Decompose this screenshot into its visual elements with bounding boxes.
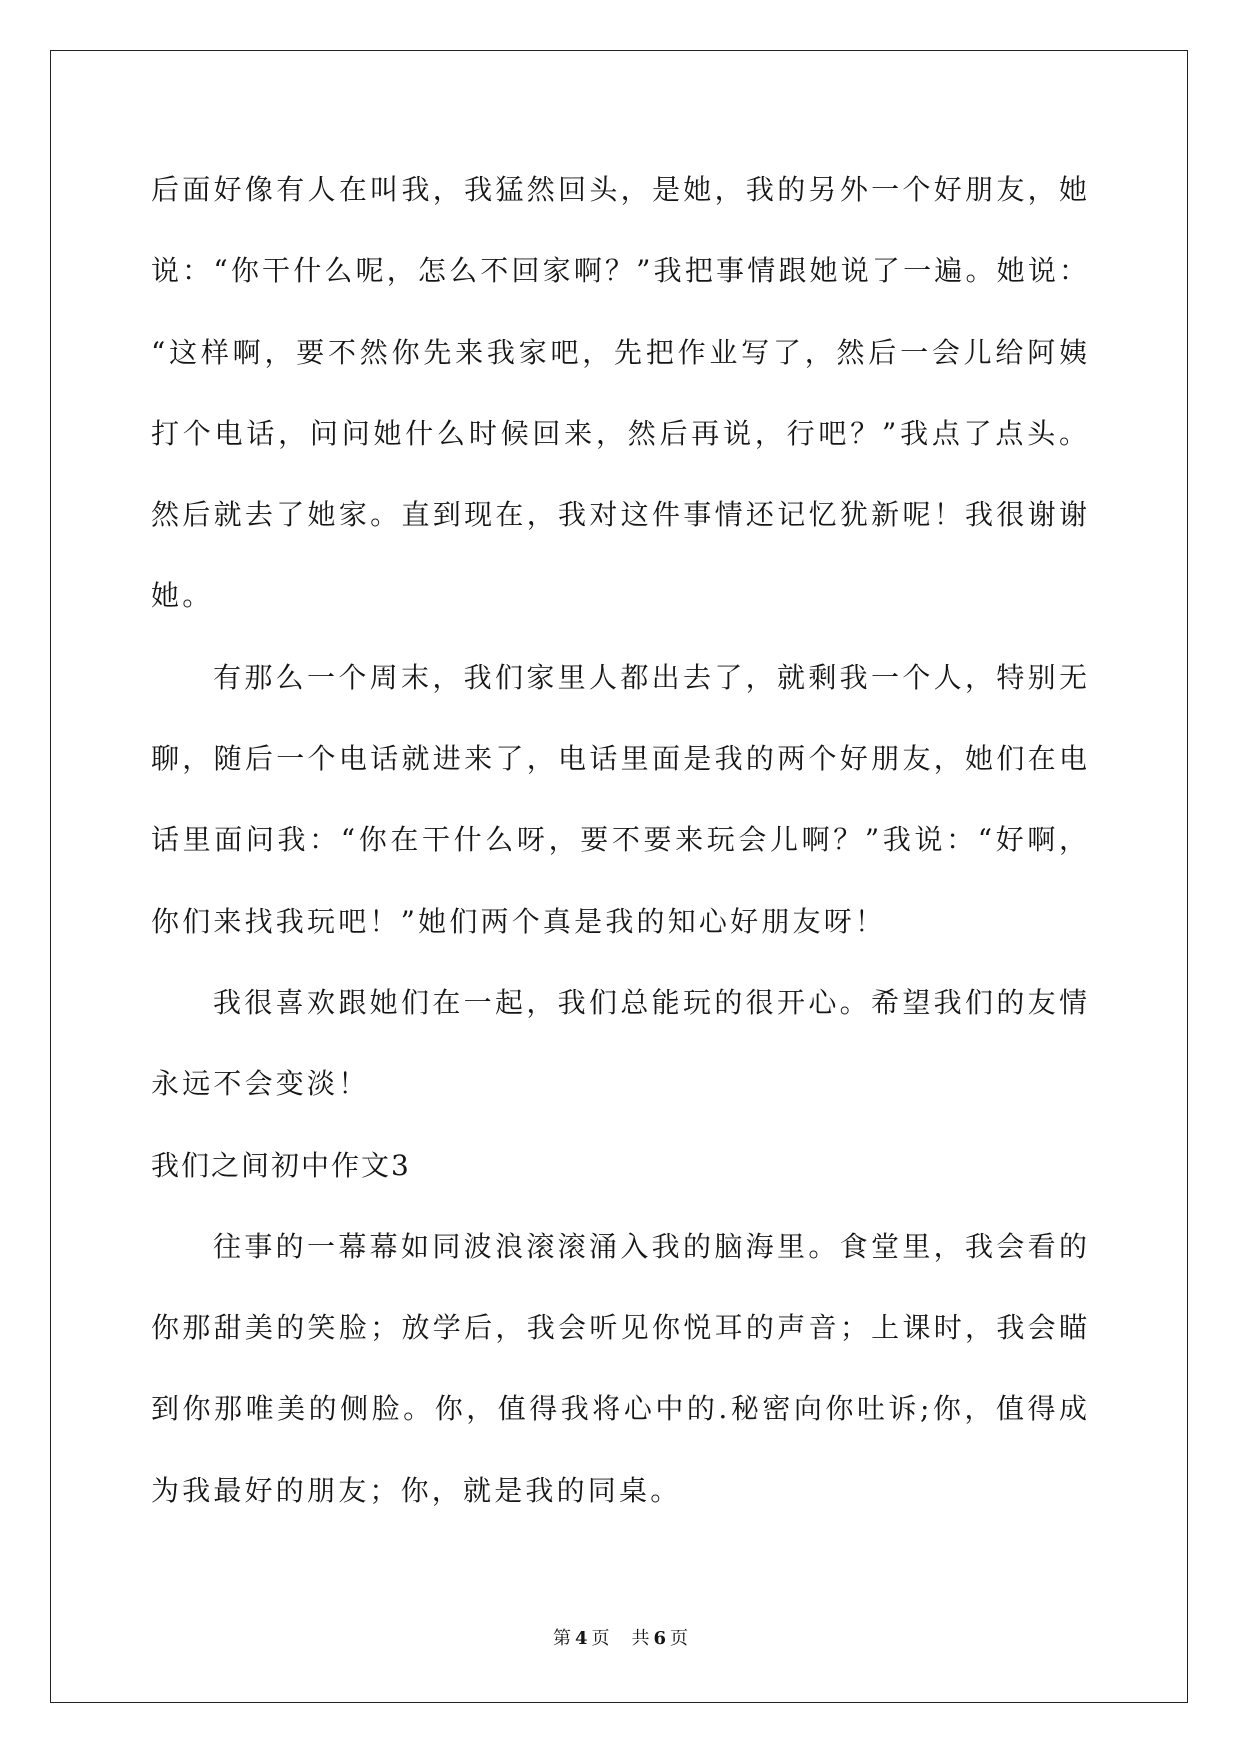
paragraph-line: 永远不会变淡！ xyxy=(151,1067,370,1101)
document-body xyxy=(151,149,1087,1531)
paragraph-line: 话里面问我：“你在干什么呀，要不要来玩会儿啊？”我说：“好啊， xyxy=(151,823,1087,857)
paragraph-line: 我很喜欢跟她们在一起，我们总能玩的很开心。希望我们的友情 xyxy=(213,985,1087,1019)
paragraph-line: 然后就去了她家。直到现在，我对这件事情还记忆犹新呢！我很谢谢 xyxy=(151,498,1087,532)
total-page-count: 6 xyxy=(653,1628,667,1649)
paragraph-line: 有那么一个周末，我们家里人都出去了，就剩我一个人，特别无 xyxy=(213,660,1087,694)
current-page-number: 4 xyxy=(574,1628,588,1649)
paragraph-line: 打个电话，问问她什么时候回来，然后再说，行吧？”我点了点头。 xyxy=(151,416,1087,450)
section-title: 我们之间初中作文3 xyxy=(151,1148,411,1182)
paragraph-line: 你们来找我玩吧！”她们两个真是我的知心好朋友呀！ xyxy=(151,904,887,938)
total-suffix: 页 xyxy=(670,1628,689,1649)
paragraph-line: “这样啊，要不然你先来我家吧，先把作业写了，然后一会儿给阿姨 xyxy=(151,335,1087,369)
page-footer xyxy=(0,1624,1241,1650)
paragraph-line: 为我最好的朋友；你，就是我的同桌。 xyxy=(151,1473,682,1507)
paragraph-line: 她。 xyxy=(151,579,214,613)
paragraph-line: 说：“你干什么呢，怎么不回家啊？”我把事情跟她说了一遍。她说： xyxy=(151,254,1087,288)
paragraph-line: 聊，随后一个电话就进来了，电话里面是我的两个好朋友，她们在电 xyxy=(151,742,1087,776)
page-prefix: 第 xyxy=(552,1628,571,1649)
paragraph-line: 后面好像有人在叫我，我猛然回头，是她，我的另外一个好朋友，她 xyxy=(151,173,1087,206)
paragraph-line: 往事的一幕幕如同波浪滚滚涌入我的脑海里。食堂里，我会看的 xyxy=(213,1229,1087,1263)
paragraph-line: 你那甜美的笑脸；放学后，我会听见你悦耳的声音；上课时，我会瞄 xyxy=(151,1311,1087,1345)
page-suffix: 页 xyxy=(591,1628,610,1649)
paragraph-line: 到你那唯美的侧脸。你，值得我将心中的.秘密向你吐诉;你，值得成 xyxy=(151,1392,1087,1426)
total-prefix: 共 xyxy=(631,1628,650,1649)
